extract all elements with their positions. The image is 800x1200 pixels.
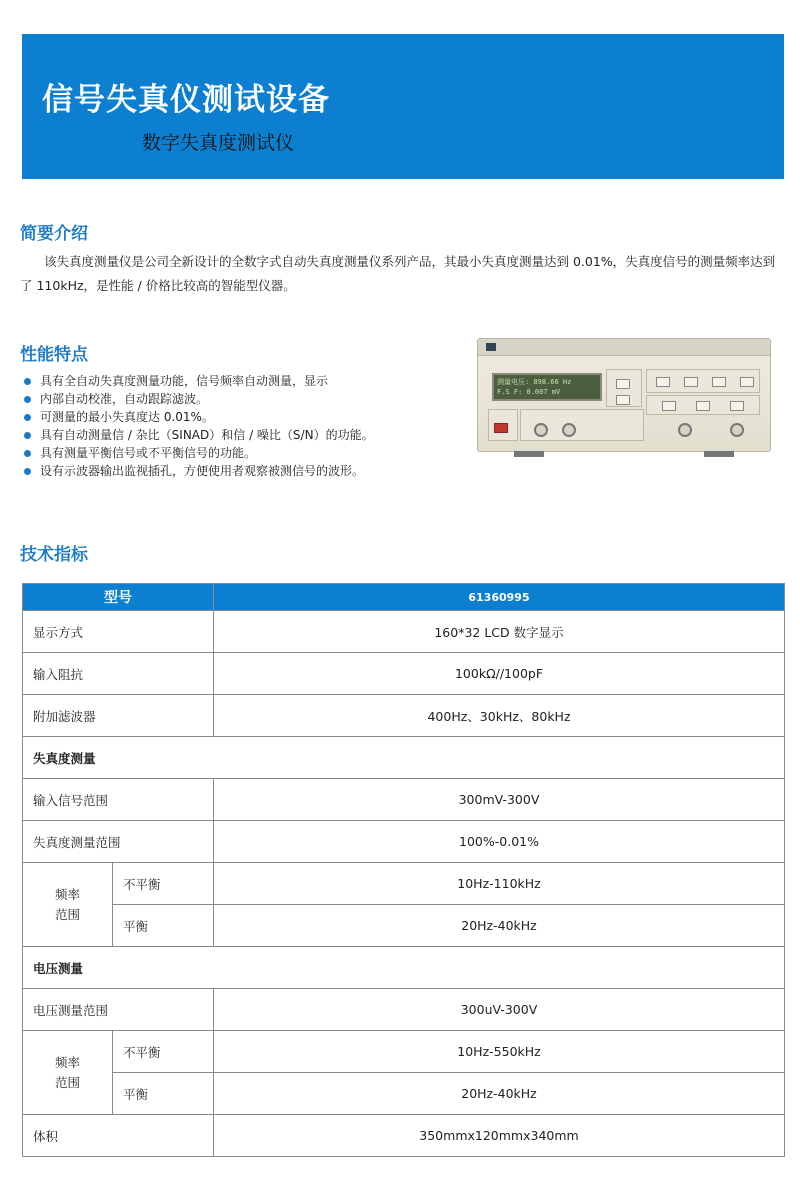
feature-list <box>20 372 460 480</box>
features-heading: 性能特点 <box>20 345 88 365</box>
table-row: 输入阻抗 100kΩ//100pF <box>23 653 785 695</box>
freq-range-label: 频率 范围 <box>23 1031 113 1115</box>
intro-paragraph: 该失真度测量仪是公司全新设计的全数字式自动失真度测量仪系列产品，其最小失真度测量达到 0.01%，失真度信号的测量频率达到了 110kHz，是性能 / 价格比较高的智能型仪器。 <box>20 254 776 293</box>
power-switch-icon <box>494 423 508 433</box>
table-row: 显示方式 160*32 LCD 数字显示 <box>23 611 785 653</box>
device-key <box>684 377 698 387</box>
device-key <box>740 377 754 387</box>
bullet-icon <box>24 468 31 475</box>
feature-item: 具有测量平衡信号或不平衡信号的功能。 <box>20 444 460 462</box>
table-section-row: 失真度测量 <box>23 737 785 779</box>
device-key <box>656 377 670 387</box>
intro-heading: 简要介绍 <box>20 224 88 244</box>
feature-item: 可测量的最小失真度达 0.01%。 <box>20 408 460 426</box>
device-key <box>616 379 630 389</box>
lcd-line-1: 测量电压: 898.66 Hz <box>497 378 572 386</box>
feature-item: 设有示波器输出监视插孔，方便使用者观察被测信号的波形。 <box>20 462 460 480</box>
table-row: 频率 范围 不平衡 10Hz-550kHz <box>23 1031 785 1073</box>
monitor-jack-icon <box>730 423 744 437</box>
device-key <box>696 401 710 411</box>
device-key <box>712 377 726 387</box>
table-row: 平衡 20Hz-40kHz <box>23 1073 785 1115</box>
table-section-row: 电压测量 <box>23 947 785 989</box>
bullet-icon <box>24 378 31 385</box>
table-header-row <box>23 584 785 611</box>
device-logo <box>486 343 496 351</box>
feature-item: 具有自动测量信 / 杂比（SINAD）和信 / 噪比（S/N）的功能。 <box>20 426 460 444</box>
table-row: 平衡 20Hz-40kHz <box>23 905 785 947</box>
device-key <box>616 395 630 405</box>
freq-range-label: 频率 范围 <box>23 863 113 947</box>
feature-item: 具有全自动失真度测量功能，信号频率自动测量，显示 <box>20 372 460 390</box>
specs-heading: 技术指标 <box>20 545 88 565</box>
header-label: 型号 <box>23 584 214 611</box>
input-jack-icon <box>562 423 576 437</box>
device-foot <box>704 451 734 457</box>
device-key <box>730 401 744 411</box>
device-lcd <box>492 373 602 401</box>
bullet-icon <box>24 432 31 439</box>
page-subtitle: 数字失真度测试仪 <box>142 132 295 154</box>
header-value: 61360995 <box>214 584 785 611</box>
bullet-icon <box>24 414 31 421</box>
device-photo <box>477 338 771 452</box>
bullet-icon <box>24 450 31 457</box>
header-banner <box>22 34 784 179</box>
feature-item: 内部自动校准，自动跟踪滤波。 <box>20 390 460 408</box>
bullet-icon <box>24 396 31 403</box>
table-row: 输入信号范围 300mV-300V <box>23 779 785 821</box>
table-row: 电压测量范围 300uV-300V <box>23 989 785 1031</box>
spec-table <box>22 583 785 1157</box>
device-top-strip <box>478 339 770 356</box>
intro-text <box>20 250 782 298</box>
table-row: 附加滤波器 400Hz、30kHz、80kHz <box>23 695 785 737</box>
lcd-line-2: F.S F: 0.007 mV <box>497 388 561 396</box>
ground-terminal-icon <box>678 423 692 437</box>
page-title: 信号失真仪测试设备 <box>42 82 330 118</box>
device-foot <box>514 451 544 457</box>
table-row: 频率 范围 不平衡 10Hz-110kHz <box>23 863 785 905</box>
table-row: 失真度测量范围 100%-0.01% <box>23 821 785 863</box>
input-jack-icon <box>534 423 548 437</box>
device-key <box>662 401 676 411</box>
table-row: 体积 350mmx120mmx340mm <box>23 1115 785 1157</box>
